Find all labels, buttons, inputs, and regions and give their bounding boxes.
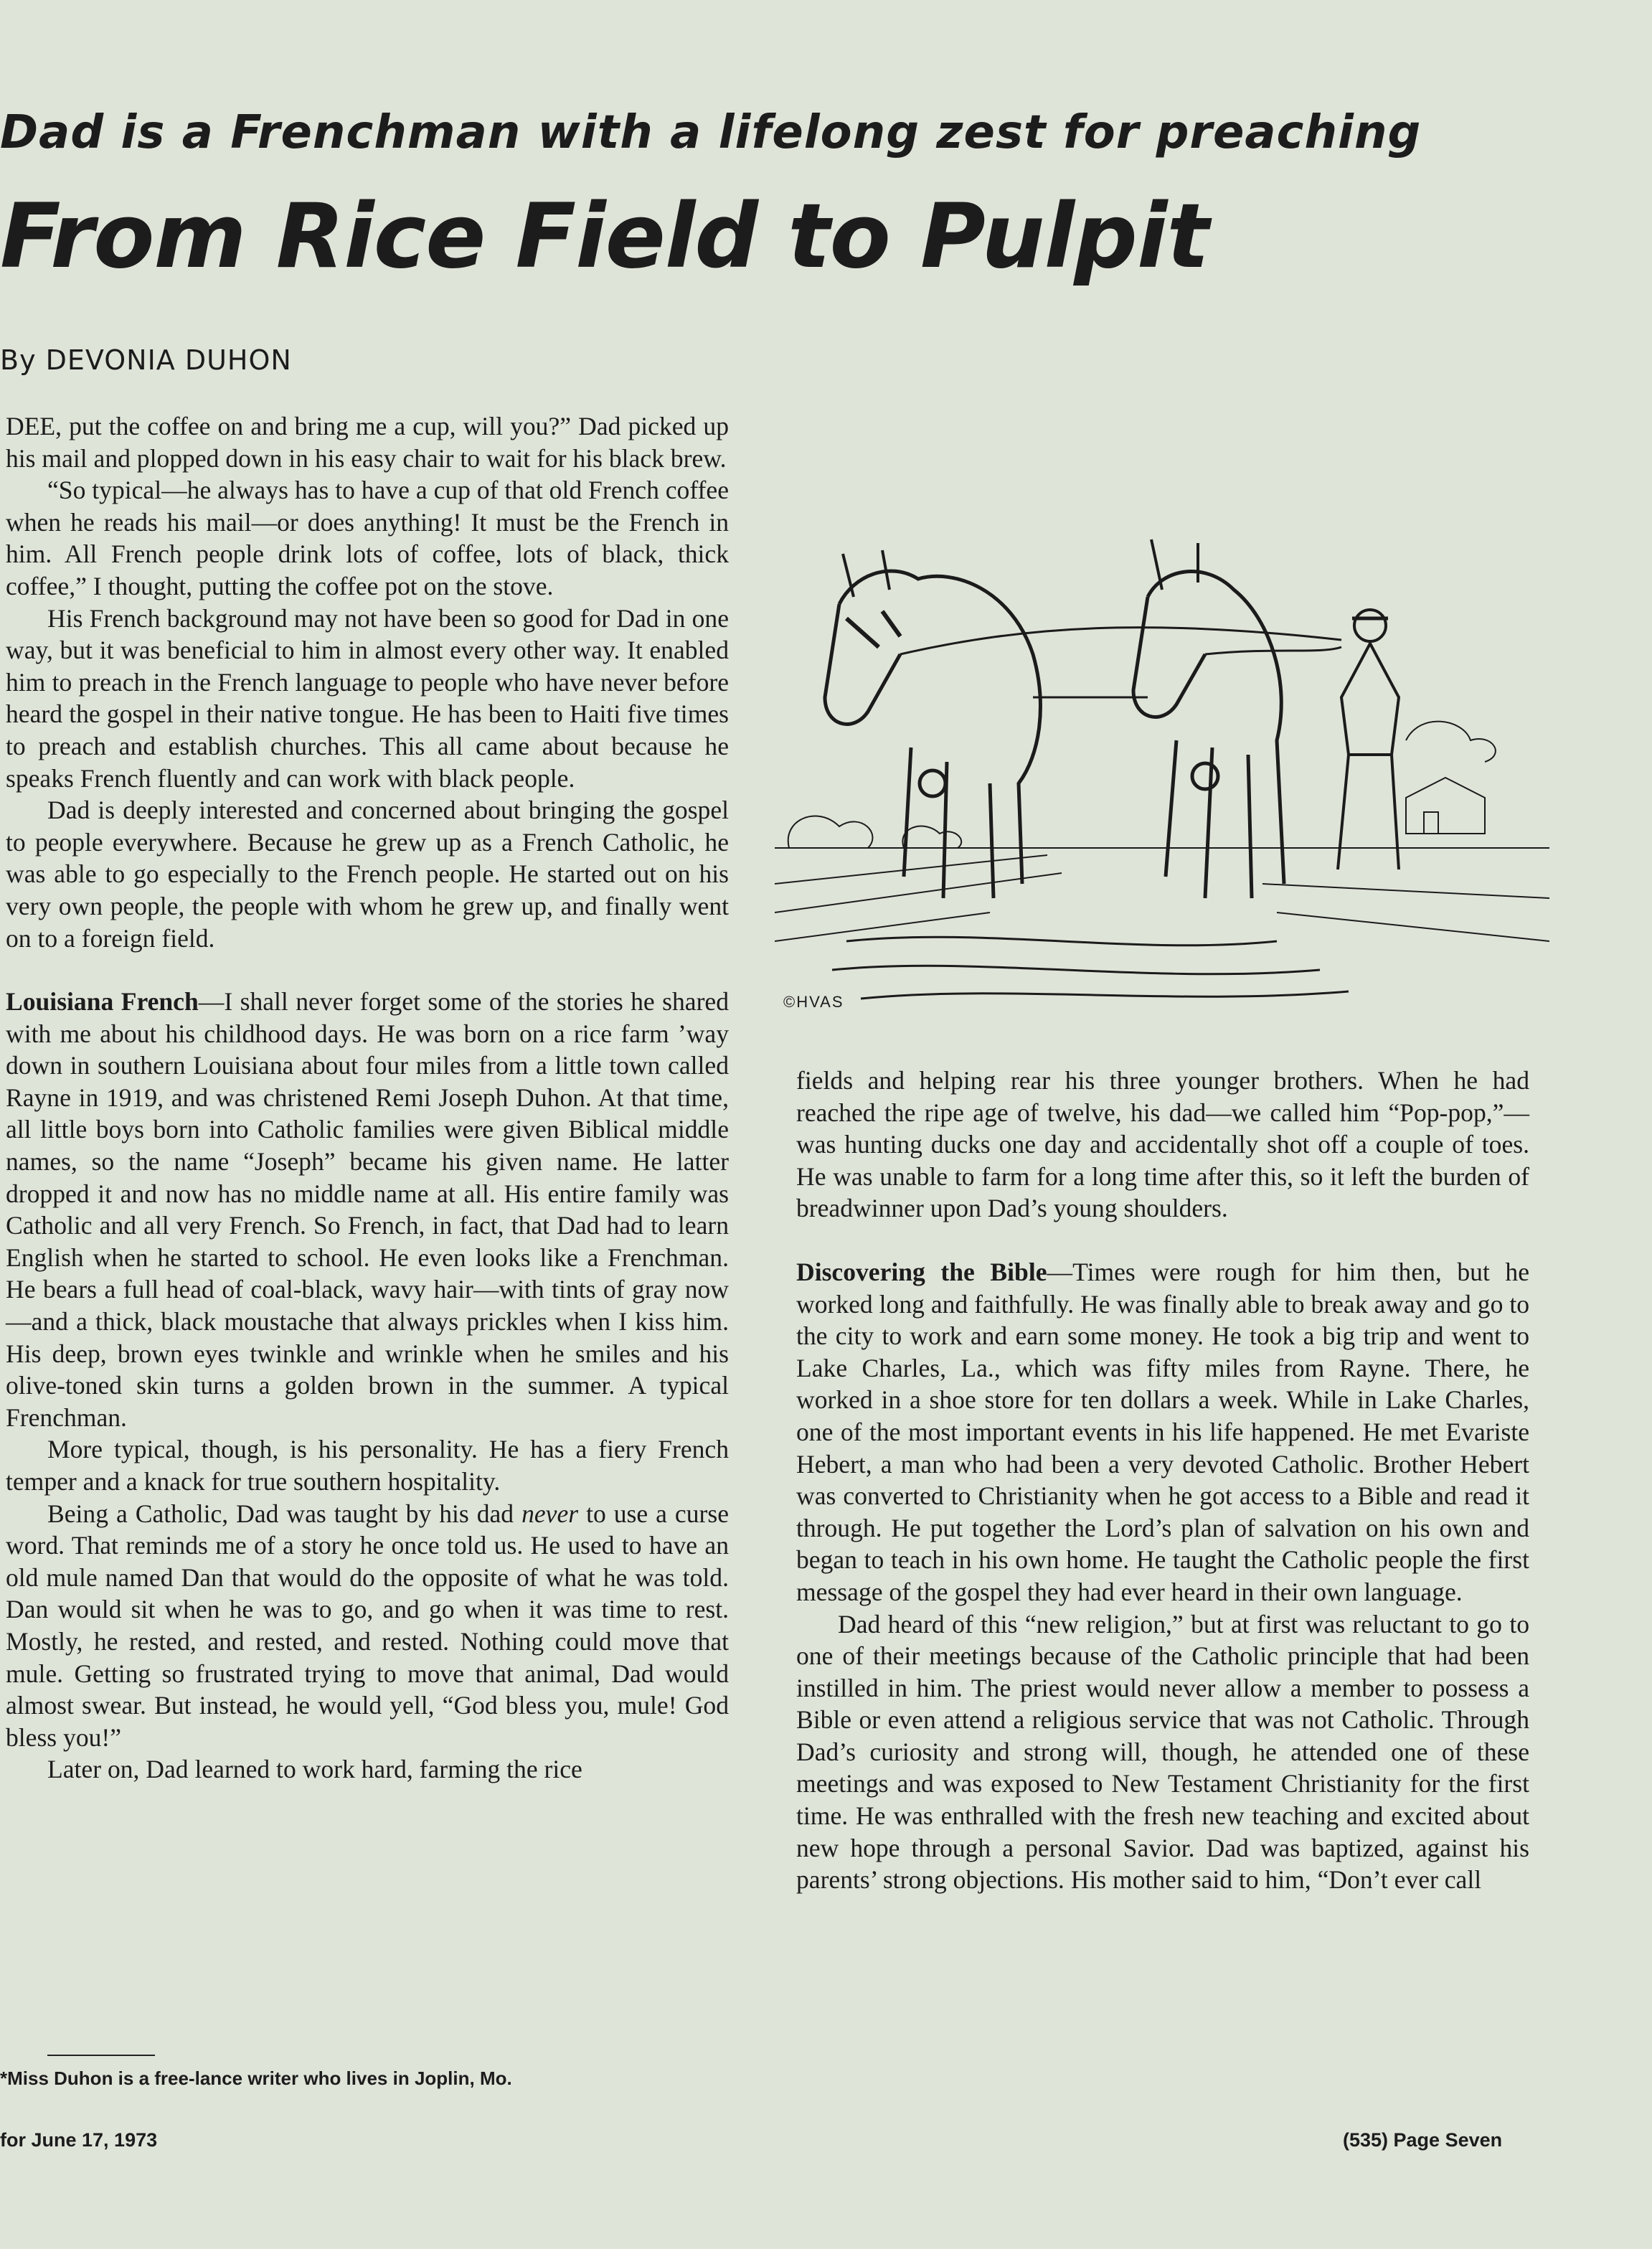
section-heading: Louisiana French — [6, 987, 199, 1017]
section-heading: Discovering the Bible — [796, 1257, 1047, 1286]
section-paragraph — [6, 986, 729, 1433]
paragraph: fields and helping rear his three younger brothers. When he had reached the ripe age of twelve, his dad—we called him “Pop-pop,”—was hunting ducks one day and accidentally shot off a couple of toes. He was unable to farm for a long time after this, so it left the burden of breadwinner upon Dad’s young shoulders. — [796, 1066, 1529, 1223]
text-run: Being a Catholic, Dad was taught by his dad — [47, 1499, 522, 1528]
plowing-horses-illustration — [775, 511, 1549, 1013]
emphasis: never — [521, 1499, 579, 1528]
footnote: *Miss Duhon is a free-lance writer who lives in Joplin, Mo. — [0, 2068, 512, 2089]
paragraph: His French background may not have been so good for Dad in one way, but it was beneficial to him in almost every other way. It enabled him to preach in the French language to people who have never before heard the gospel in their native tongue. He has been to Haiti five times to preach and establish churches. This all came about because he speaks French fluently and can work with black people. — [6, 603, 729, 793]
article-kicker: Dad is a Frenchman with a lifelong zest for preaching — [0, 106, 1422, 159]
section-paragraph — [796, 1256, 1529, 1608]
folio-date: for June 17, 1973 — [0, 2129, 158, 2151]
paragraph: DEE, put the coffee on and bring me a cup, will you?” Dad picked up his mail and plopped down in his easy chair to wait for his black brew. — [6, 412, 729, 473]
paragraph: “So typical—he always has to have a cup of that old French coffee when he reads his mail—or does anything! It must be the French in him. All French people drink lots of coffee, lots of black, thick coffee,” I thought, putting the coffee pot on the stove. — [6, 476, 729, 600]
footnote-rule — [47, 2055, 155, 2056]
byline: By DEVONIA DUHON — [0, 344, 292, 376]
illustration-credit: ©HVAS — [783, 993, 844, 1011]
section-text: —Times were rough for him then, but he worked long and faithfully. He was finally able to break away and go to the city to work and earn some money. He took a big trip and went to Lake Charles, La., which was fifty miles from Rayne. There, he worked in a shoe store for ten dollars a week. While in Lake Charles, one of the most important events in his life happened. He met Evariste Hebert, a man who had been a very devoted Catholic. Brother Hebert was converted to Christianity when he got access to a Bible and read it through. He put together the Lord’s plan of salvation on his own and began to teach in his own home. He taught the Catholic people the first message of the gospel they had ever heard in their own language. — [796, 1257, 1529, 1606]
left-column — [6, 410, 729, 1786]
text-run: to use a curse word. That reminds me of a story he once told us. He used to have an old mule named Dan that would do the opposite of what he was told. Dan would sit when he was to go, and go when it was time to rest. Mostly, he rested, and rested, and rested. Nothing could move that mule. Getting so frustrated trying to move that animal, Dad would almost swear. But instead, he would yell, “God bless you, mule! God bless you!” — [6, 1499, 729, 1752]
paragraph: Dad is deeply interested and concerned about bringing the gospel to people everywhere. Because he grew up as a French Catholic, he was able to go especially to the French people. He started out on his very own people, the people with whom he grew up, and finally went on to a foreign field. — [6, 796, 729, 953]
article-title: From Rice Field to Pulpit — [0, 185, 1209, 288]
paragraph: Later on, Dad learned to work hard, farming the rice — [47, 1755, 582, 1784]
paragraph: More typical, though, is his personality. He has a fiery French temper and a knack for true southern hospitality. — [6, 1435, 729, 1496]
folio-page-number: (535) Page Seven — [1343, 2129, 1503, 2151]
paragraph: Dad heard of this “new religion,” but at first was reluctant to go to one of their meetings because of the Catholic principle that had been instilled in him. The priest would never allow a member to possess a Bible or even attend a religious service that was not Catholic. Through Dad’s curiosity and strong will, though, he attended one of these meetings and was exposed to New Testament Christianity for the first time. He was enthralled with the fresh new teaching and excited about new hope through a personal Savior. Dad was baptized, against his parents’ strong objections. His mother said to him, “Don’t ever call — [796, 1609, 1529, 1895]
paragraph — [6, 1498, 729, 1754]
right-column — [796, 1065, 1529, 1896]
section-text: —I shall never forget some of the stories he shared with me about his childhood days. He was born on a rice farm ’way down in southern Louisiana about four miles from a little town called Rayne in 1919, and was christened Remi Joseph Duhon. At that time, all little boys born into Catholic families were given Biblical middle names, so the name “Joseph” became his given name. He latter dropped it and now has no middle name at all. His entire family was Catholic and all very French. So French, in fact, that Dad had to learn English when he started to school. He even looks like a Frenchman. He bears a full head of coal-black, wavy hair—with tints of gray now—and a thick, black moustache that always prickles when I kiss him. His deep, brown eyes twinkle and wrinkle when he smiles and his olive-toned skin turns a golden brown in the summer. A typical Frenchman. — [6, 987, 730, 1432]
